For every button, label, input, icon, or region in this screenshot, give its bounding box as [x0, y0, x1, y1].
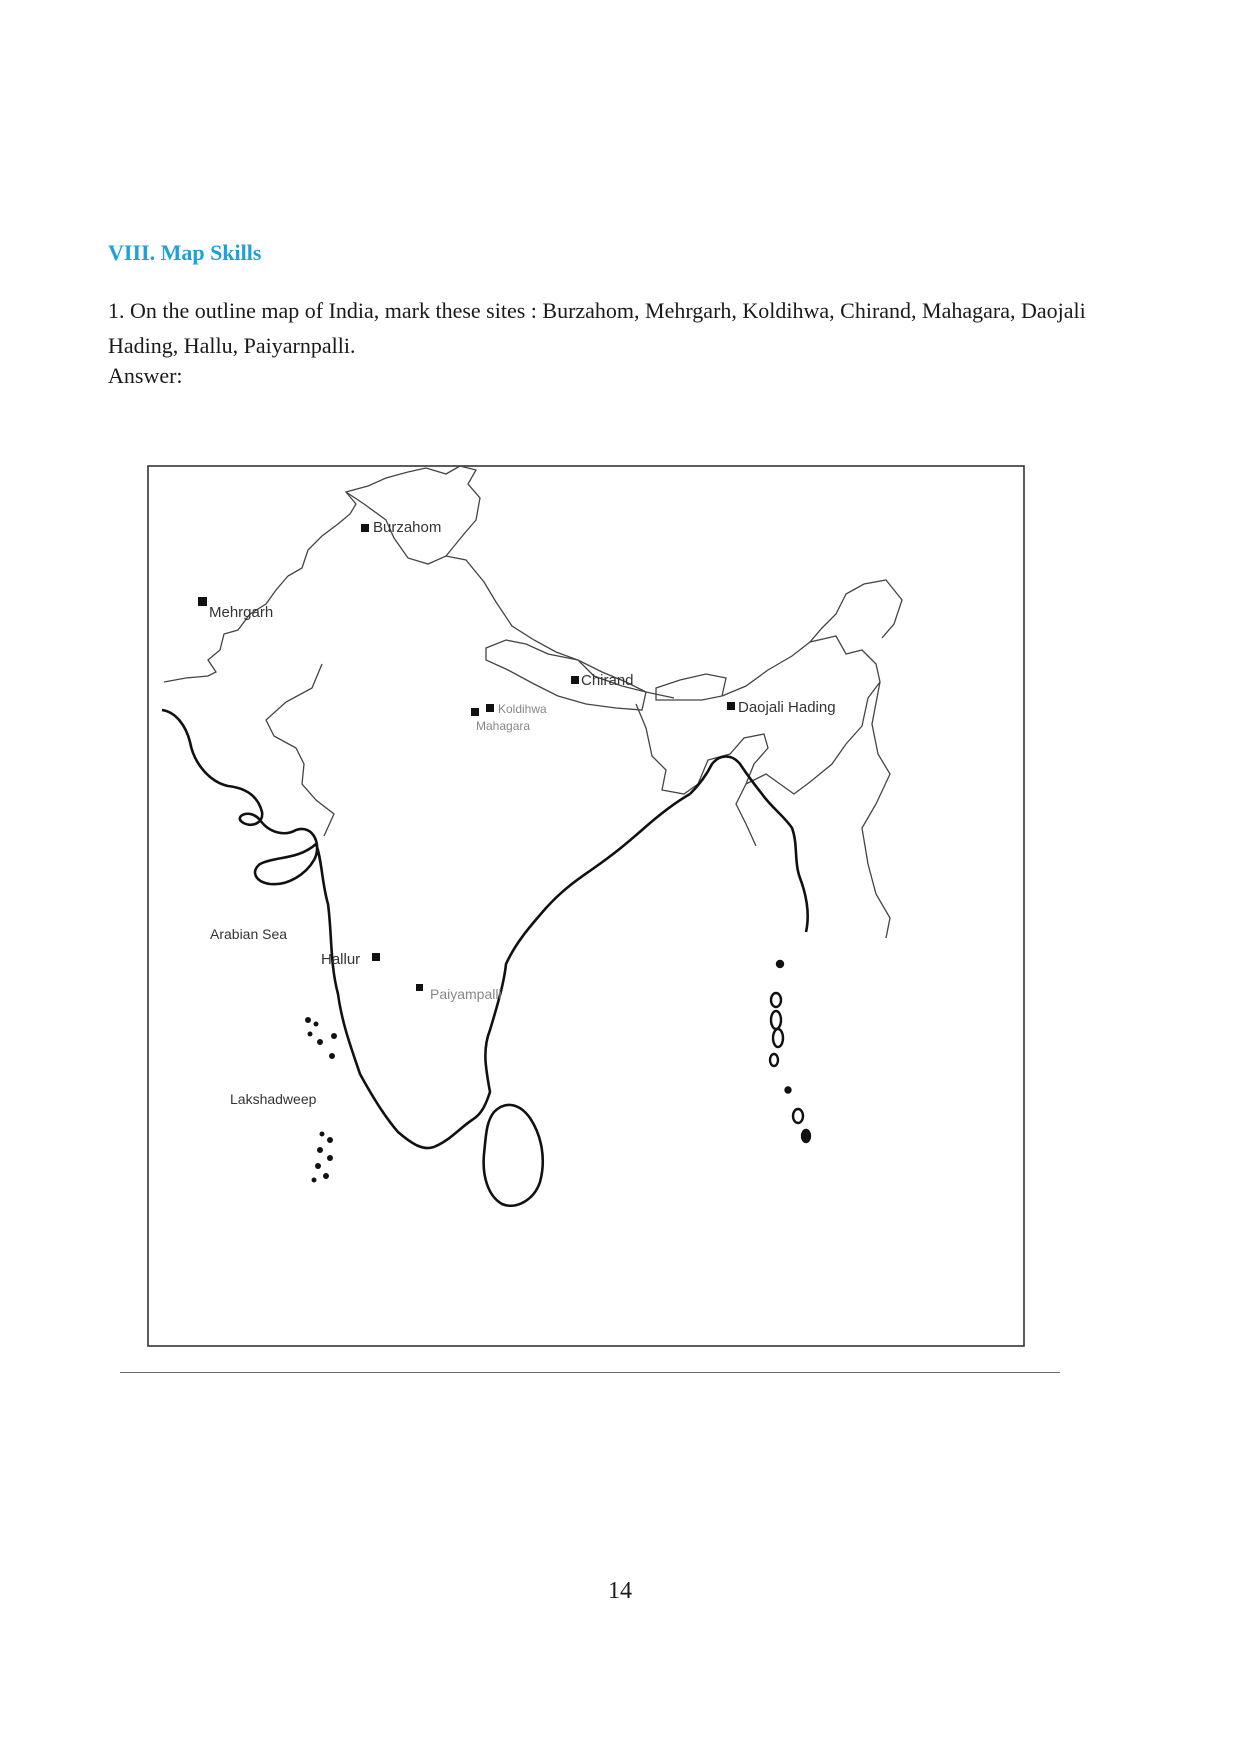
daojali-marker	[727, 702, 735, 710]
china-border-east	[810, 580, 902, 642]
myanmar-border	[862, 682, 890, 938]
question-text: 1. On the outline map of India, mark these sites : Burzahom, Mehrgarh, Koldihwa, Chirand, Mahagara, Daojali Hading, Hallu, Paiyarnpalli.	[108, 298, 1086, 358]
map-svg	[146, 464, 1026, 1348]
answer-label: Answer:	[108, 363, 183, 388]
paiyampalli-label: Paiyampalli	[430, 986, 502, 1002]
koldihwa-label: Koldihwa	[498, 702, 547, 716]
western-border	[164, 468, 426, 682]
northeast-border	[722, 636, 880, 846]
mehrgarh-label: Mehrgarh	[209, 604, 274, 621]
chirand-label: Chirand	[581, 672, 634, 689]
lakshadweep-label: Lakshadweep	[230, 1091, 317, 1107]
burzahom-label: Burzahom	[373, 519, 442, 536]
koldihwa-marker	[486, 704, 494, 712]
bottom-rule	[120, 1372, 1060, 1373]
paiyampalli-marker	[416, 984, 423, 991]
page-number: 14	[608, 1578, 632, 1604]
india-outline-map	[146, 464, 1026, 1348]
mehrgarh-marker	[198, 597, 207, 606]
burzahom-marker	[361, 524, 369, 532]
hallur-label: Hallur	[321, 951, 361, 968]
daojali-label: Daojali Hading	[738, 699, 836, 716]
mahagara-marker	[471, 708, 479, 716]
kashmir-border	[426, 466, 480, 556]
sri-lanka	[484, 1105, 543, 1206]
chirand-marker	[571, 676, 579, 684]
arabian-sea-label: Arabian Sea	[210, 926, 288, 942]
andaman-nicobar-islands	[770, 961, 810, 1142]
mahagara-label: Mahagara	[476, 719, 531, 733]
hallur-marker	[372, 953, 380, 961]
western-border-south	[266, 664, 334, 836]
section-heading: VIII. Map Skills	[108, 240, 262, 265]
map-frame-border	[148, 466, 1024, 1346]
